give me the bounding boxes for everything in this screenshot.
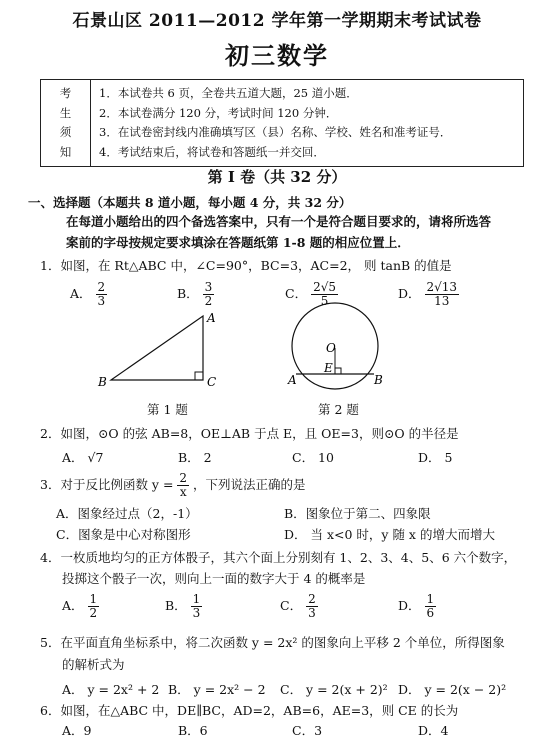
label-b: B [98,375,107,389]
label-a: A [207,311,216,325]
q4-option-a: A． $\frac{1}{2}$ [62,592,98,620]
q2-option-c: C． 10 [292,450,334,465]
q3-stem: 3．对于反比例函数 y = $\frac{2}{x}$ ，下列说法正确的是 [40,471,306,499]
q3-option-a: A．图象经过点（2，-1） [56,506,198,521]
q5-option-c: C． y = 2(x + 2)² [280,682,388,697]
q6-option-c: C．3 [292,723,323,738]
q4-option-c: C． $\frac{2}{3}$ [280,592,316,620]
q3-option-c: C．图象是中心对称图形 [56,527,191,542]
q2-option-a: A． √7 [62,450,104,465]
q2-option-b: B． 2 [178,450,212,465]
section-instruction: 案前的字母按规定要求填涂在答题纸第 1-8 题的相应位置上． [66,235,410,250]
q1-option-a: A． $\frac{2}{3}$ [70,280,106,308]
right-angle-mark [195,372,203,380]
q5-stem: 的解析式为 [62,657,125,672]
notice-side-char: 考 [59,86,72,100]
fraction: $\frac{2}{3}$ [97,280,106,308]
right-angle-mark [335,368,341,374]
triangle-abc [111,316,203,380]
q1-option-b: B． $\frac{3}{2}$ [177,280,213,308]
q4-option-b: B． $\frac{1}{3}$ [165,592,201,620]
notice-side-char: 知 [59,144,72,159]
notice-item: 2．本试卷满分 120 分，考试时间 120 分钟． [99,105,338,120]
q3-option-d: D． 当 x<0 时，y 随 x 的增大而增大 [284,527,495,542]
fraction: $\frac{2√5}{5}$ [313,280,336,308]
fraction: $\frac{1}{6}$ [426,592,435,620]
notice-side-char: 生 [59,105,72,120]
label-o: O [326,341,336,355]
q1-option-c: C． $\frac{2√5}{5}$ [285,280,336,308]
fraction: $\frac{2√13}{13}$ [426,280,458,308]
notice-items [91,80,524,167]
q5-stem: 5．在平面直角坐标系中，将二次函数 y = 2x² 的图象向上平移 2 个单位，所得图象 [40,635,505,650]
subject-title: 初三数学 [225,41,329,70]
label-e: E [324,361,333,375]
q6-option-b: B．6 [178,723,208,738]
q6-option-d: D．4 [418,723,449,738]
section-instruction: 在每道小题给出的四个备选答案中，只有一个是符合题目要求的，请将所选答 [66,214,492,229]
notice-side-char: 须 [59,125,72,139]
part-title: 第 I 卷（共 32 分） [207,168,347,186]
label-a: A [288,373,297,387]
q6-option-a: A．9 [62,723,92,738]
q4-stem: 4．一枚质地均匀的正方体骰子，其六个面上分别刻有 1、2、3、4、5、6 六个数字， [40,550,517,565]
notice-side-label [41,80,91,167]
section-heading: 一、选择题（本题共 8 道小题，每小题 4 分，共 32 分） [28,195,352,210]
q2-option-d: D． 5 [418,450,453,465]
fraction: $\frac{2}{3}$ [308,592,316,620]
fraction: $\frac{1}{2}$ [89,592,98,620]
fraction: $\frac{2}{x}$ [179,471,188,499]
q4-stem: 投掷这个骰子一次，则向上一面的数字大于 4 的概率是 [62,571,366,586]
q1-option-d: D． $\frac{2√13}{13}$ [398,280,458,308]
q2-figure-caption: 第 2 题 [318,402,359,417]
q1-stem: 1．如图，在 Rt△ABC 中，∠C=90°，BC=3，AC=2， 则 tanB 的值是 [40,258,452,273]
q3-option-b: B．图象位于第二、四象限 [284,506,431,521]
q2-circle-figure [286,302,386,400]
q1-figure-caption: 第 1 题 [147,402,188,417]
label-b: B [374,373,383,387]
exam-title: 石景山区 2011—2012 学年第一学期期末考试试卷 [72,11,482,31]
q5-option-b: B． y = 2x² − 2 [168,682,266,697]
notice-item: 4．考试结束后，将试卷和答题纸一并交回． [99,144,325,159]
q4-option-d: D． $\frac{1}{6}$ [398,592,435,620]
label-c: C [207,375,217,389]
q2-stem: 2．如图，⊙O 的弦 AB=8，OE⊥AB 于点 E，且 OE=3，则⊙O 的半径是 [40,426,459,441]
q1-triangle-figure [95,308,230,393]
fraction: $\frac{3}{2}$ [204,280,213,308]
q5-option-d: D． y = 2(x − 2)² [398,682,507,697]
notice-item: 3．在试卷密封线内准确填写区（县）名称、学校、姓名和准考证号． [99,125,452,139]
q6-stem: 6．如图，在△ABC 中，DE∥BC，AD=2，AB=6，AE=3，则 CE 的长为 [40,703,459,718]
exam-notice-box [40,79,524,167]
fraction: $\frac{1}{3}$ [192,592,201,620]
notice-item: 1．本试卷共 6 页，全卷共五道大题，25 道小题． [99,86,358,100]
q5-option-a: A． y = 2x² + 2 [62,682,160,697]
